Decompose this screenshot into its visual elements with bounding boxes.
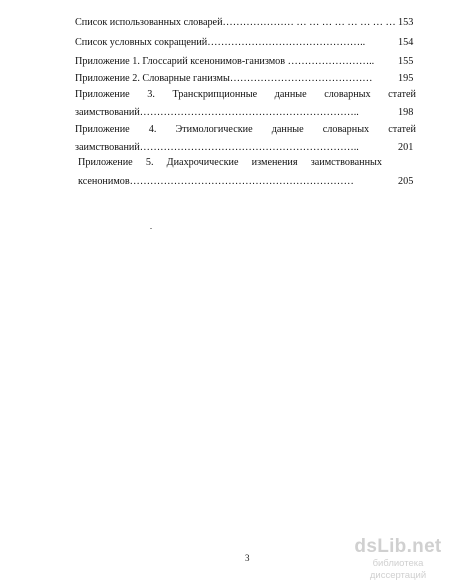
toc-word: статей bbox=[388, 89, 416, 100]
toc-page-number: 155 bbox=[398, 56, 414, 67]
toc-entry-appendix-1: Приложение 1. Глоссарий ксенонимов-ганизмов …………………….. bbox=[75, 56, 375, 67]
toc-word: словарных bbox=[322, 124, 370, 135]
toc-word: 3. bbox=[147, 89, 155, 100]
toc-word: Транскрипционные bbox=[172, 89, 258, 100]
toc-word: Этимологические bbox=[175, 124, 253, 135]
watermark-subtitle: библиотека диссертаций bbox=[369, 558, 427, 581]
table-of-contents bbox=[0, 0, 450, 200]
toc-word: Приложение bbox=[78, 157, 133, 168]
toc-page-number: 201 bbox=[398, 142, 414, 153]
toc-page-number: 154 bbox=[398, 37, 414, 48]
toc-word: данные bbox=[271, 124, 304, 135]
toc-word: Приложение bbox=[75, 124, 130, 135]
toc-page-number: 205 bbox=[398, 176, 414, 187]
toc-page-number: 153 bbox=[398, 17, 414, 28]
toc-entry-appendix-2: Приложение 2. Словарные ганизмы…………………………………… bbox=[75, 73, 373, 84]
toc-word: 5. bbox=[145, 157, 154, 168]
toc-entry-dictionaries: Список использованных словарей………………… … … … … … … … … bbox=[75, 17, 396, 28]
toc-word: словарных bbox=[324, 89, 371, 100]
toc-word: Приложение bbox=[75, 89, 130, 100]
toc-page-number: 195 bbox=[398, 73, 414, 84]
toc-entry-abbreviations: Список условных сокращений……………………………………….. bbox=[75, 37, 366, 48]
toc-entry-appendix-4 bbox=[75, 124, 416, 136]
watermark-logo: dsLib.net bbox=[354, 536, 442, 557]
toc-entry-continuation: ксенонимов………………………………………………………… bbox=[78, 176, 354, 187]
toc-word: Диахрочические bbox=[166, 157, 239, 168]
toc-entry-appendix-5 bbox=[78, 157, 382, 169]
toc-entry-continuation: заимствований……………………………………………………….. bbox=[75, 142, 359, 153]
page-number: 3 bbox=[245, 553, 250, 563]
toc-entry-appendix-3 bbox=[75, 89, 416, 101]
stray-mark bbox=[150, 228, 152, 229]
toc-word: изменения bbox=[251, 157, 298, 168]
toc-word: заимствованных bbox=[310, 157, 382, 168]
toc-word: данные bbox=[274, 89, 307, 100]
watermark bbox=[350, 536, 446, 582]
toc-word: 4. bbox=[148, 124, 157, 135]
toc-page-number: 198 bbox=[398, 107, 414, 118]
toc-entry-continuation: заимствований……………………………………………………….. bbox=[75, 107, 359, 118]
toc-word: статей bbox=[388, 124, 416, 135]
